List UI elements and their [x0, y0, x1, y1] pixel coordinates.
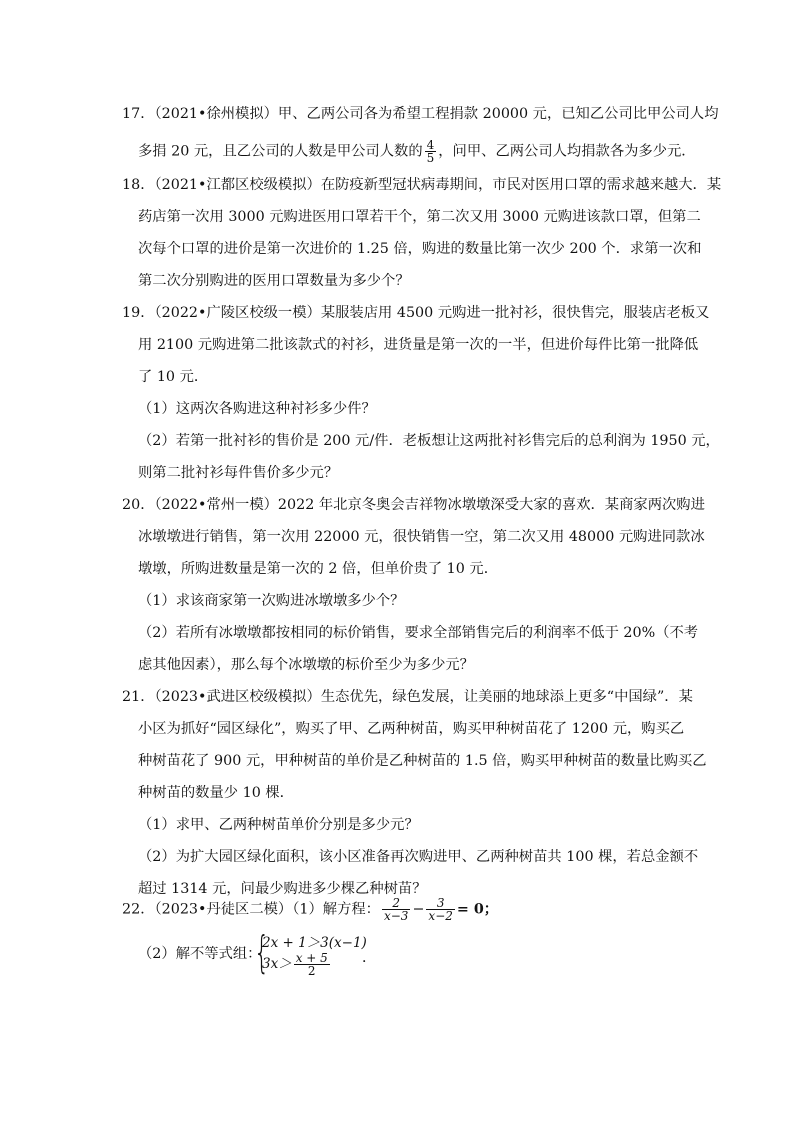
q21-line-2: 小区为抓好“园区绿化”，购买了甲、乙两种树苗，购买甲种树苗花了 1200 元，购买乙	[138, 721, 685, 737]
q19-line-1: 19．（2022•广陵区校级一模）某服装店用 4500 元购进一批衬衫，很快售完，服装店老板又	[122, 305, 710, 321]
q22-end-period: ．	[362, 950, 377, 966]
q19-line-2: 用 2100 元购进第二批该款式的衬衫，进货量是第一次的一半，但进价每件比第一批降低	[138, 337, 699, 353]
q18-line-3: 次每个口罩的进价是第一次进价的 1.25 倍，购进的数量比第一次少 200 个．求第一次和	[138, 241, 702, 257]
q19-line-3: 了 10 元．	[138, 369, 209, 385]
q21-line-3: 种树苗花了 900 元，甲种树苗的单价是乙种树苗的 1.5 倍，购买甲种树苗的数量比购买乙	[138, 753, 707, 769]
q21-sub-1: （1）求甲、乙两种树苗单价分别是多少元？	[138, 817, 419, 833]
inequality-2-fraction	[294, 952, 330, 977]
inequality-2-numerator: x + 5	[295, 951, 328, 965]
q19-sub-2-line-2: 则第二批衬衫每件售价多少元？	[138, 465, 339, 481]
q22-fraction-2	[426, 897, 454, 922]
inequality-1: 2x + 1＞3(x−1)	[262, 935, 367, 951]
q22-fraction-1	[382, 897, 410, 922]
q22-fraction-1-numerator: 2	[392, 896, 401, 910]
q21-line-1: 21．（2023•武进区校级模拟）生态优先，绿色发展，让美丽的地球添上更多“中国绿”．某	[122, 689, 693, 705]
q18-line-4: 第二次分别购进的医用口罩数量为多少个？	[138, 273, 410, 289]
q22-fraction-2-denominator: x−2	[428, 909, 453, 923]
q17-fraction-numerator: 4	[426, 138, 435, 152]
q20-line-3: 墩墩，所购进数量是第一次的 2 倍，但单价贵了 10 元．	[138, 561, 498, 577]
inequality-2-denominator: 2	[294, 964, 330, 977]
q17-line-2	[138, 139, 696, 164]
q17-line-2-text-a: 多捐 20 元，且乙公司的人数是甲公司人数的	[138, 143, 423, 160]
q22-sub-2-label: （2）解不等式组：	[138, 946, 262, 962]
q22-line-1-text: 22．（2023•丹徒区二模）（1）解方程：	[122, 901, 380, 918]
q22-equation-tail: = 0；	[456, 901, 499, 918]
q20-line-1: 20．（2022•常州一模）2022 年北京冬奥会吉祥物冰墩墩深受大家的喜欢．某商家两次购进	[122, 497, 705, 513]
q17-fraction	[425, 139, 437, 164]
q19-sub-1: （1）这两次各购进这种衬衫多少件？	[138, 401, 376, 417]
q17-line-1: 17．（2021•徐州模拟）甲、乙两公司各为希望工程捐款 20000 元，已知乙公司比甲公司人均	[122, 106, 719, 122]
q22-fraction-1-denominator: x−3	[383, 909, 409, 923]
q20-sub-2-line-1: （2）若所有冰墩墩都按相同的标价销售，要求全部销售完后的利润率不低于 20%（不考	[138, 625, 699, 641]
q22-fraction-2-numerator: 3	[436, 896, 445, 910]
q22-minus-sign: −	[412, 901, 425, 918]
q18-line-2: 药店第一次用 3000 元购进医用口罩若干个，第二次又用 3000 元购进该款口罩，但第二	[138, 209, 701, 225]
q21-line-4: 种树苗的数量少 10 棵．	[138, 785, 294, 801]
inequality-2	[262, 952, 332, 977]
q21-sub-2-line-2: 超过 1314 元，问最少购进多少棵乙种树苗？	[138, 881, 427, 897]
q19-sub-2-line-1: （2）若第一批衬衫的售价是 200 元/件．老板想让这两批衬衫售完后的总利润为 1950 元，	[138, 433, 720, 449]
system-brace: {	[254, 927, 270, 978]
q20-sub-1: （1）求该商家第一次购进冰墩墩多少个？	[138, 593, 405, 609]
q21-sub-2-line-1: （2）为扩大园区绿化面积，该小区准备再次购进甲、乙两种树苗共 100 棵，若总金额不	[138, 849, 699, 865]
inequality-2-lhs: 3x＞	[262, 956, 292, 972]
q17-fraction-denominator: 5	[426, 151, 435, 165]
q17-line-2-text-b: ，问甲、乙两公司人均捐款各为多少元．	[438, 143, 696, 160]
q18-line-1: 18．（2021•江都区校级模拟）在防疫新型冠状病毒期间，市民对医用口罩的需求越来越大．某	[122, 177, 722, 193]
q20-sub-2-line-2: 虑其他因素），那么每个冰墩墩的标价至少为多少元？	[138, 657, 474, 673]
q22-line-1	[122, 897, 498, 922]
q20-line-2: 冰墩墩进行销售，第一次用 22000 元，很快销售一空，第二次又用 48000 元购进同款冰	[138, 529, 705, 545]
